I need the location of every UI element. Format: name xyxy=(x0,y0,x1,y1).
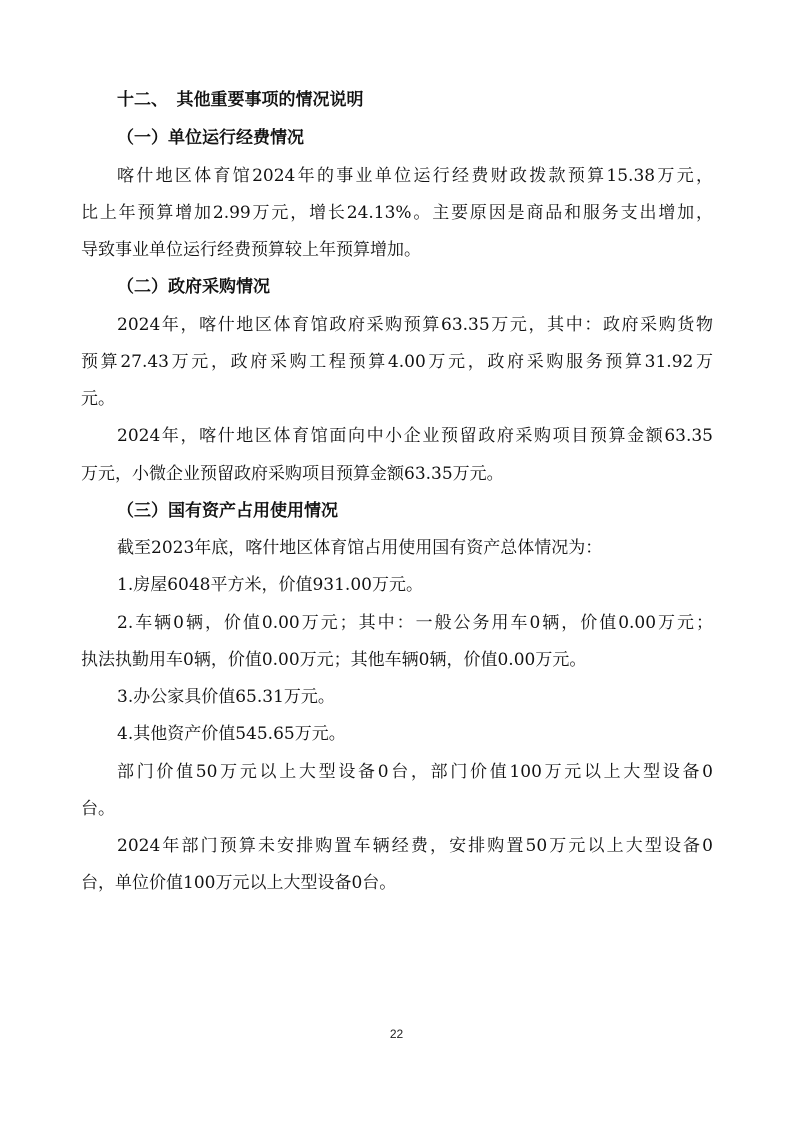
subsection-heading-3: （三）国有资产占用使用情况 xyxy=(117,501,338,521)
section-title: 十二、 其他重要事项的情况说明 xyxy=(117,90,364,110)
page-number: 22 xyxy=(389,1027,404,1041)
paragraph-line: 万元，小微企业预留政府采购项目预算金额63.35万元。 xyxy=(81,464,504,484)
list-item: 4.其他资产价值545.65万元。 xyxy=(117,724,346,744)
paragraph-line: 2024年部门预算未安排购置车辆经费，安排购置50万元以上大型设备0 xyxy=(117,836,713,856)
paragraph-line: 截至2023年底，喀什地区体育馆占用使用国有资产总体情况为： xyxy=(117,538,603,558)
paragraph-line: 喀什地区体育馆2024年的事业单位运行经费财政拨款预算15.38万元， xyxy=(117,166,713,186)
paragraph-line: 执法执勤用车0辆，价值0.00万元；其他车辆0辆，价值0.00万元。 xyxy=(81,650,587,670)
list-item: 2.车辆0辆，价值0.00万元；其中：一般公务用车0辆，价值0.00万元； xyxy=(117,613,713,633)
list-item: 1.房屋6048平方米，价值931.00万元。 xyxy=(117,575,423,595)
paragraph-line: 部门价值50万元以上大型设备0台，部门价值100万元以上大型设备0 xyxy=(117,762,713,782)
list-item: 3.办公家具价值65.31万元。 xyxy=(117,687,335,707)
subsection-heading-1: （一）单位运行经费情况 xyxy=(117,128,304,148)
paragraph-line: 2024年，喀什地区体育馆面向中小企业预留政府采购项目预算金额63.35 xyxy=(117,426,713,446)
paragraph-line: 导致事业单位运行经费预算较上年预算增加。 xyxy=(81,240,421,260)
paragraph-line: 比上年预算增加2.99万元，增长24.13%。主要原因是商品和服务支出增加， xyxy=(81,203,713,223)
paragraph-line: 元。 xyxy=(81,389,115,409)
subsection-heading-2: （二）政府采购情况 xyxy=(117,277,270,297)
paragraph-line: 预算27.43万元，政府采购工程预算4.00万元，政府采购服务预算31.92万 xyxy=(81,352,713,372)
paragraph-line: 台，单位价值100万元以上大型设备0台。 xyxy=(81,873,397,893)
paragraph-line: 台。 xyxy=(81,799,115,819)
paragraph-line: 2024年，喀什地区体育馆政府采购预算63.35万元，其中：政府采购货物 xyxy=(117,315,713,335)
